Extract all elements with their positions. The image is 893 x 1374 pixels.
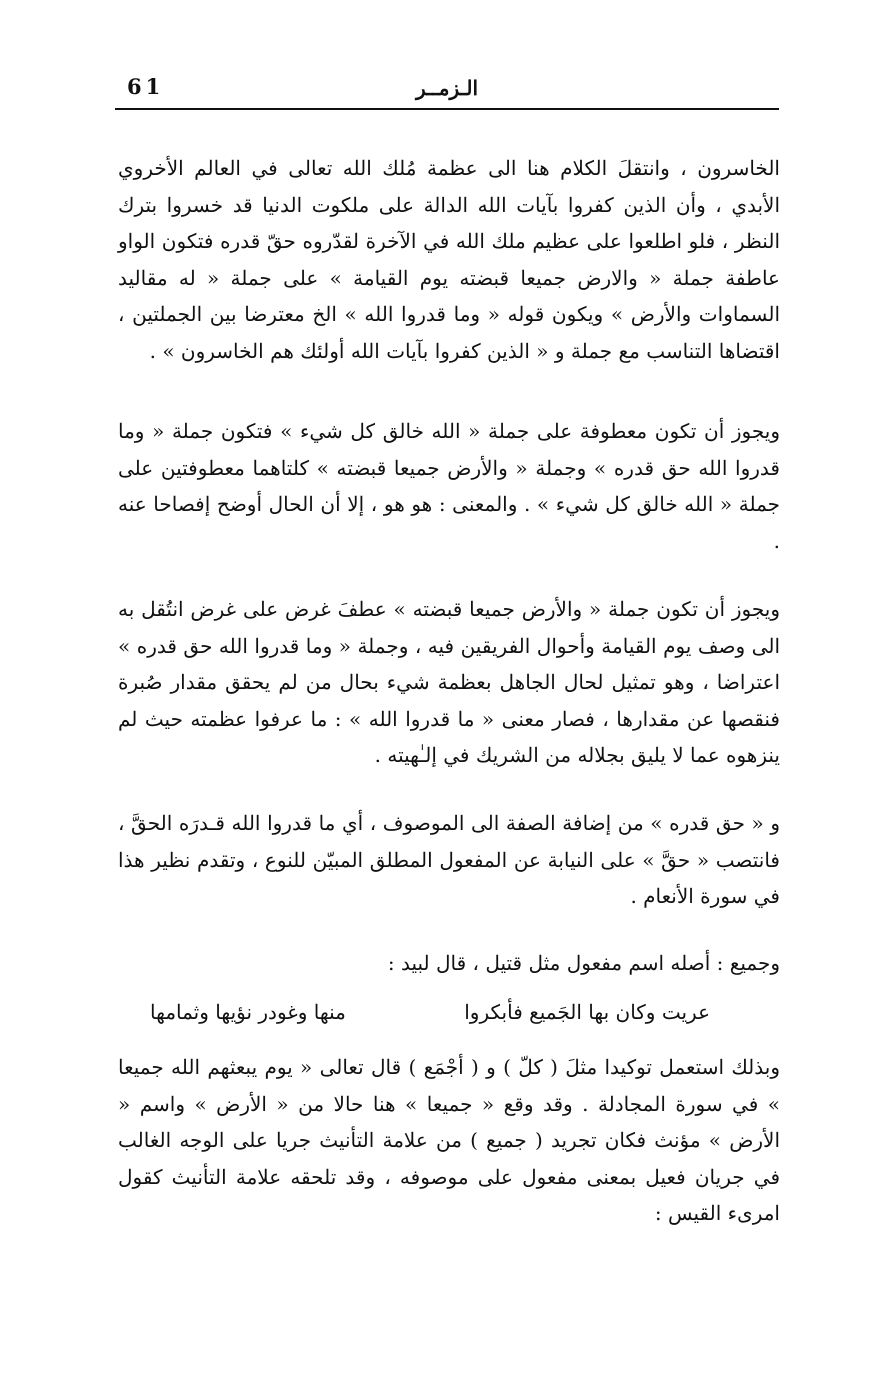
page-number: 61 (127, 74, 165, 99)
paragraph-3: ويجوز أن تكون جملة « والأرض جميعا قبضته » عطفَ غرض على غرض انتُقل به الى وصف يوم القيامة وأحوال الفريقين فيه ، وجملة « وما قدروا الله حق قدره » اعتراضا ، وهو تمثيل لحال الجاهل بعظمة شيء بحال من لم يحقق مقدار صُبرة فنقصها عن مقدارها ، فصار معنى « ما قدروا الله » : ما عرفوا عظمته حيث لم ينزهوه عما لا يليق بجلاله من الشريك في إلـٰهيته . (118, 597, 780, 767)
surah-title: الـزمــر (415, 76, 478, 100)
paragraph-4: و « حق قدره » من إضافة الصفة الى الموصوف ، أي ما قدروا الله قـدرَه الحقَّ ، فانتصب « حقَّ » على النيابة عن المفعول المطلق المبيّن للنوع ، وتقدم نظير هذا في سورة الأنعام . (118, 811, 780, 908)
paragraph-6: وبذلك استعمل توكيدا مثلَ ( كلّ ) و ( أجْمَع ) قال تعالى « يوم يبعثهم الله جميعا » في سورة المجادلة . وقد وقع « جميعا » هنا حالا من « الأرض » واسم « الأرض » مؤنث فكان تجريد ( جميع ) من علامة التأنيث جريا على الوجه الغالب في جريان فعيل بمعنى مفعول على موصوفه ، وقد تلحقه علامة التأنيث كقول امرىء القيس : (118, 1055, 780, 1225)
paragraph-5: وجميع : أصله اسم مفعول مثل قتيل ، قال لبيد : (387, 951, 780, 975)
poem-verse (150, 994, 710, 1031)
poem-hemistich-first: عريت وكان بها الجَميع فأبكروا (464, 1000, 710, 1024)
page-header (115, 72, 779, 110)
paragraph-1: الخاسرون ، وانتقلَ الكلام هنا الى عظمة مُلك الله تعالى في العالم الأخروي الأبدي ، وأن الذين كفروا بآيات الله الدالة على ملكوت الدنيا قد خسروا بترك النظر ، فلو اطلعوا على عظيم ملك الله في الآخرة لقدّروه حقّ قدره فتكون الواو عاطفة جملة « والارض جميعا قبضته يوم القيامة » على جملة « له مقاليد السماوات والأرض » ويكون قوله « وما قدروا الله » الخ معترضا بين الجملتين ، اقتضاها التناسب مع جملة و « الذين كفروا بآيات الله أولئك هم الخاسرون » . (118, 156, 780, 363)
paragraph-2: ويجوز أن تكون معطوفة على جملة « الله خالق كل شيء » فتكون جملة « وما قدروا الله حق قدره » وجملة « والأرض جميعا قبضته » كلتاهما معطوفتين على جملة « الله خالق كل شيء » . والمعنى : هو هو ، إلا أن الحال أوضح إفصاحا عنه . (118, 419, 780, 553)
poem-hemistich-second: منها وغودر نؤيها وثمامها (150, 1000, 346, 1024)
